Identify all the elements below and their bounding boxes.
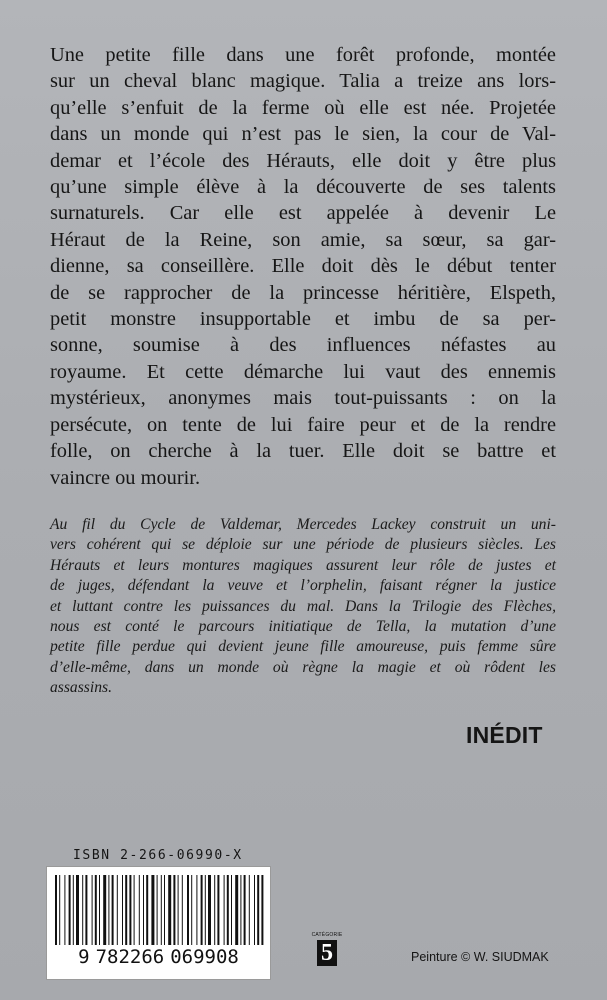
- barcode-bar: [69, 875, 71, 945]
- barcode-bar: [64, 875, 65, 945]
- series-description: [50, 515, 556, 699]
- barcode-bar: [224, 875, 225, 945]
- barcode-bar: [108, 875, 109, 945]
- synopsis-line: Une petite fille dans une forêt profonde, montée: [50, 44, 556, 66]
- synopsis-line: royaume. Et cette démarche lui vaut des ennemis: [50, 360, 556, 383]
- synopsis-paragraph: [50, 42, 556, 491]
- barcode-bar: [208, 875, 211, 945]
- synopsis-line: petit monstre insupportable et imbu de sa per-: [50, 308, 556, 331]
- barcode-bar: [240, 875, 241, 945]
- description-line: de juges, défendant la veuve et l’orphelin, faisant régner la justice: [50, 577, 556, 595]
- barcode-bar: [76, 875, 79, 945]
- barcode-bar: [73, 875, 74, 945]
- barcode-bar: [191, 875, 192, 945]
- synopsis-line: qu’une simple élève à la découverte de ses talents: [50, 176, 556, 199]
- barcode-bar: [112, 875, 114, 945]
- synopsis-line: folle, on cherche à la tuer. Elle doit se battre et: [50, 440, 556, 463]
- barcode-bar: [178, 875, 179, 945]
- synopsis-line: demar et l’école des Hérauts, elle doit y être plus: [50, 149, 556, 172]
- barcode-bar: [92, 875, 93, 945]
- barcode-bar: [235, 875, 238, 945]
- barcode-bar: [244, 875, 246, 945]
- description-line: petite fille perdue qui devient jeune fille amoureuse, puis femme sûre: [50, 638, 556, 656]
- barcode-bar: [196, 875, 197, 945]
- inedit-badge: INÉDIT: [466, 722, 543, 748]
- description-line: et luttant contre les puissances du mal. Dans la Trilogie des Flèches,: [50, 597, 556, 615]
- barcode-digit-group: 9: [78, 946, 90, 968]
- description-line: Hérauts et leurs montures magiques assurent leur rôle de justes et: [50, 556, 556, 574]
- barcode-bar: [151, 875, 154, 945]
- barcode-bar: [187, 875, 189, 945]
- barcode-bar: [205, 875, 206, 945]
- description-line: assassins.: [50, 679, 112, 697]
- barcode-digits: [47, 946, 270, 968]
- barcode-bar: [254, 875, 255, 945]
- synopsis-line: de se rapprocher de la princesse héritière, Elspeth,: [50, 281, 556, 304]
- barcode-bar: [164, 875, 165, 945]
- barcode-bar: [161, 875, 162, 945]
- barcode-bar: [139, 875, 140, 945]
- description-line: vers cohérent qui se déploie sur une période de plusieurs siècles. Les: [50, 536, 556, 554]
- barcode-bar: [182, 875, 183, 945]
- barcode-bar: [95, 875, 97, 945]
- barcode-bar: [122, 875, 123, 945]
- category-number: 5: [317, 940, 337, 966]
- description-line: d’elle-même, dans un monde où règne la magie et où rôdent les: [50, 658, 556, 676]
- barcode-bar: [59, 875, 60, 945]
- synopsis-line: qu’elle s’enfuit de la ferme où elle est née. Projetée: [50, 96, 556, 119]
- barcode-bar: [217, 875, 219, 945]
- barcode-bar: [103, 875, 106, 945]
- isbn-label: ISBN 2-266-06990-X: [73, 848, 243, 863]
- category-label: CATÉGORIE: [311, 932, 343, 938]
- barcode-bar: [227, 875, 229, 945]
- barcode-bar: [261, 875, 263, 945]
- barcode-bar: [125, 875, 127, 945]
- barcode-bar: [201, 875, 203, 945]
- barcode-digit-group: 069908: [170, 946, 239, 968]
- synopsis-line: sur un cheval blanc magique. Talia a treize ans lors-: [50, 70, 556, 93]
- synopsis-line: dienne, sa conseillère. Elle doit dès le début tenter: [50, 255, 556, 278]
- synopsis-line: vaincre ou mourir.: [50, 466, 201, 489]
- synopsis-line: mystérieux, anonymes mais tout-puissants : on la: [50, 387, 556, 410]
- barcode-bar: [173, 875, 175, 945]
- barcode-bar: [129, 875, 131, 945]
- barcode-bar: [231, 875, 232, 945]
- barcode-bar: [117, 875, 118, 945]
- barcode-bar: [257, 875, 259, 945]
- barcode-bar: [168, 875, 171, 945]
- synopsis-line: Héraut de la Reine, son amie, sa sœur, sa gar-: [50, 228, 556, 251]
- barcode-digit-group: 782266: [95, 946, 165, 968]
- barcode-bar: [85, 875, 87, 945]
- barcode-bar: [134, 875, 135, 945]
- synopsis-line: sonne, soumise à des influences néfastes au: [50, 334, 556, 357]
- barcode-bar: [143, 875, 144, 945]
- barcode: [46, 866, 271, 980]
- synopsis-line: dans un monde qui n’est pas le sien, la cour de Val-: [50, 123, 556, 146]
- barcode-bar: [55, 875, 57, 945]
- cover-art-credit: Peinture © W. SIUDMAK: [411, 950, 549, 964]
- barcode-bar: [249, 875, 250, 945]
- barcode-bar: [146, 875, 148, 945]
- barcode-bar: [99, 875, 100, 945]
- barcode-bar: [82, 875, 83, 945]
- category-mark: [311, 932, 343, 970]
- barcode-bars: [53, 875, 264, 945]
- barcode-bar: [214, 875, 215, 945]
- barcode-bar: [157, 875, 158, 945]
- synopsis-line: surnaturels. Car elle est appelée à devenir Le: [50, 202, 556, 225]
- description-line: Au fil du Cycle de Valdemar, Mercedes Lackey construit un uni-: [50, 516, 556, 533]
- synopsis-line: persécute, on tente de lui faire peur et de la rendre: [50, 413, 556, 436]
- description-line: nous est conté le parcours initiatique de Tella, la mutation d’une: [50, 618, 556, 636]
